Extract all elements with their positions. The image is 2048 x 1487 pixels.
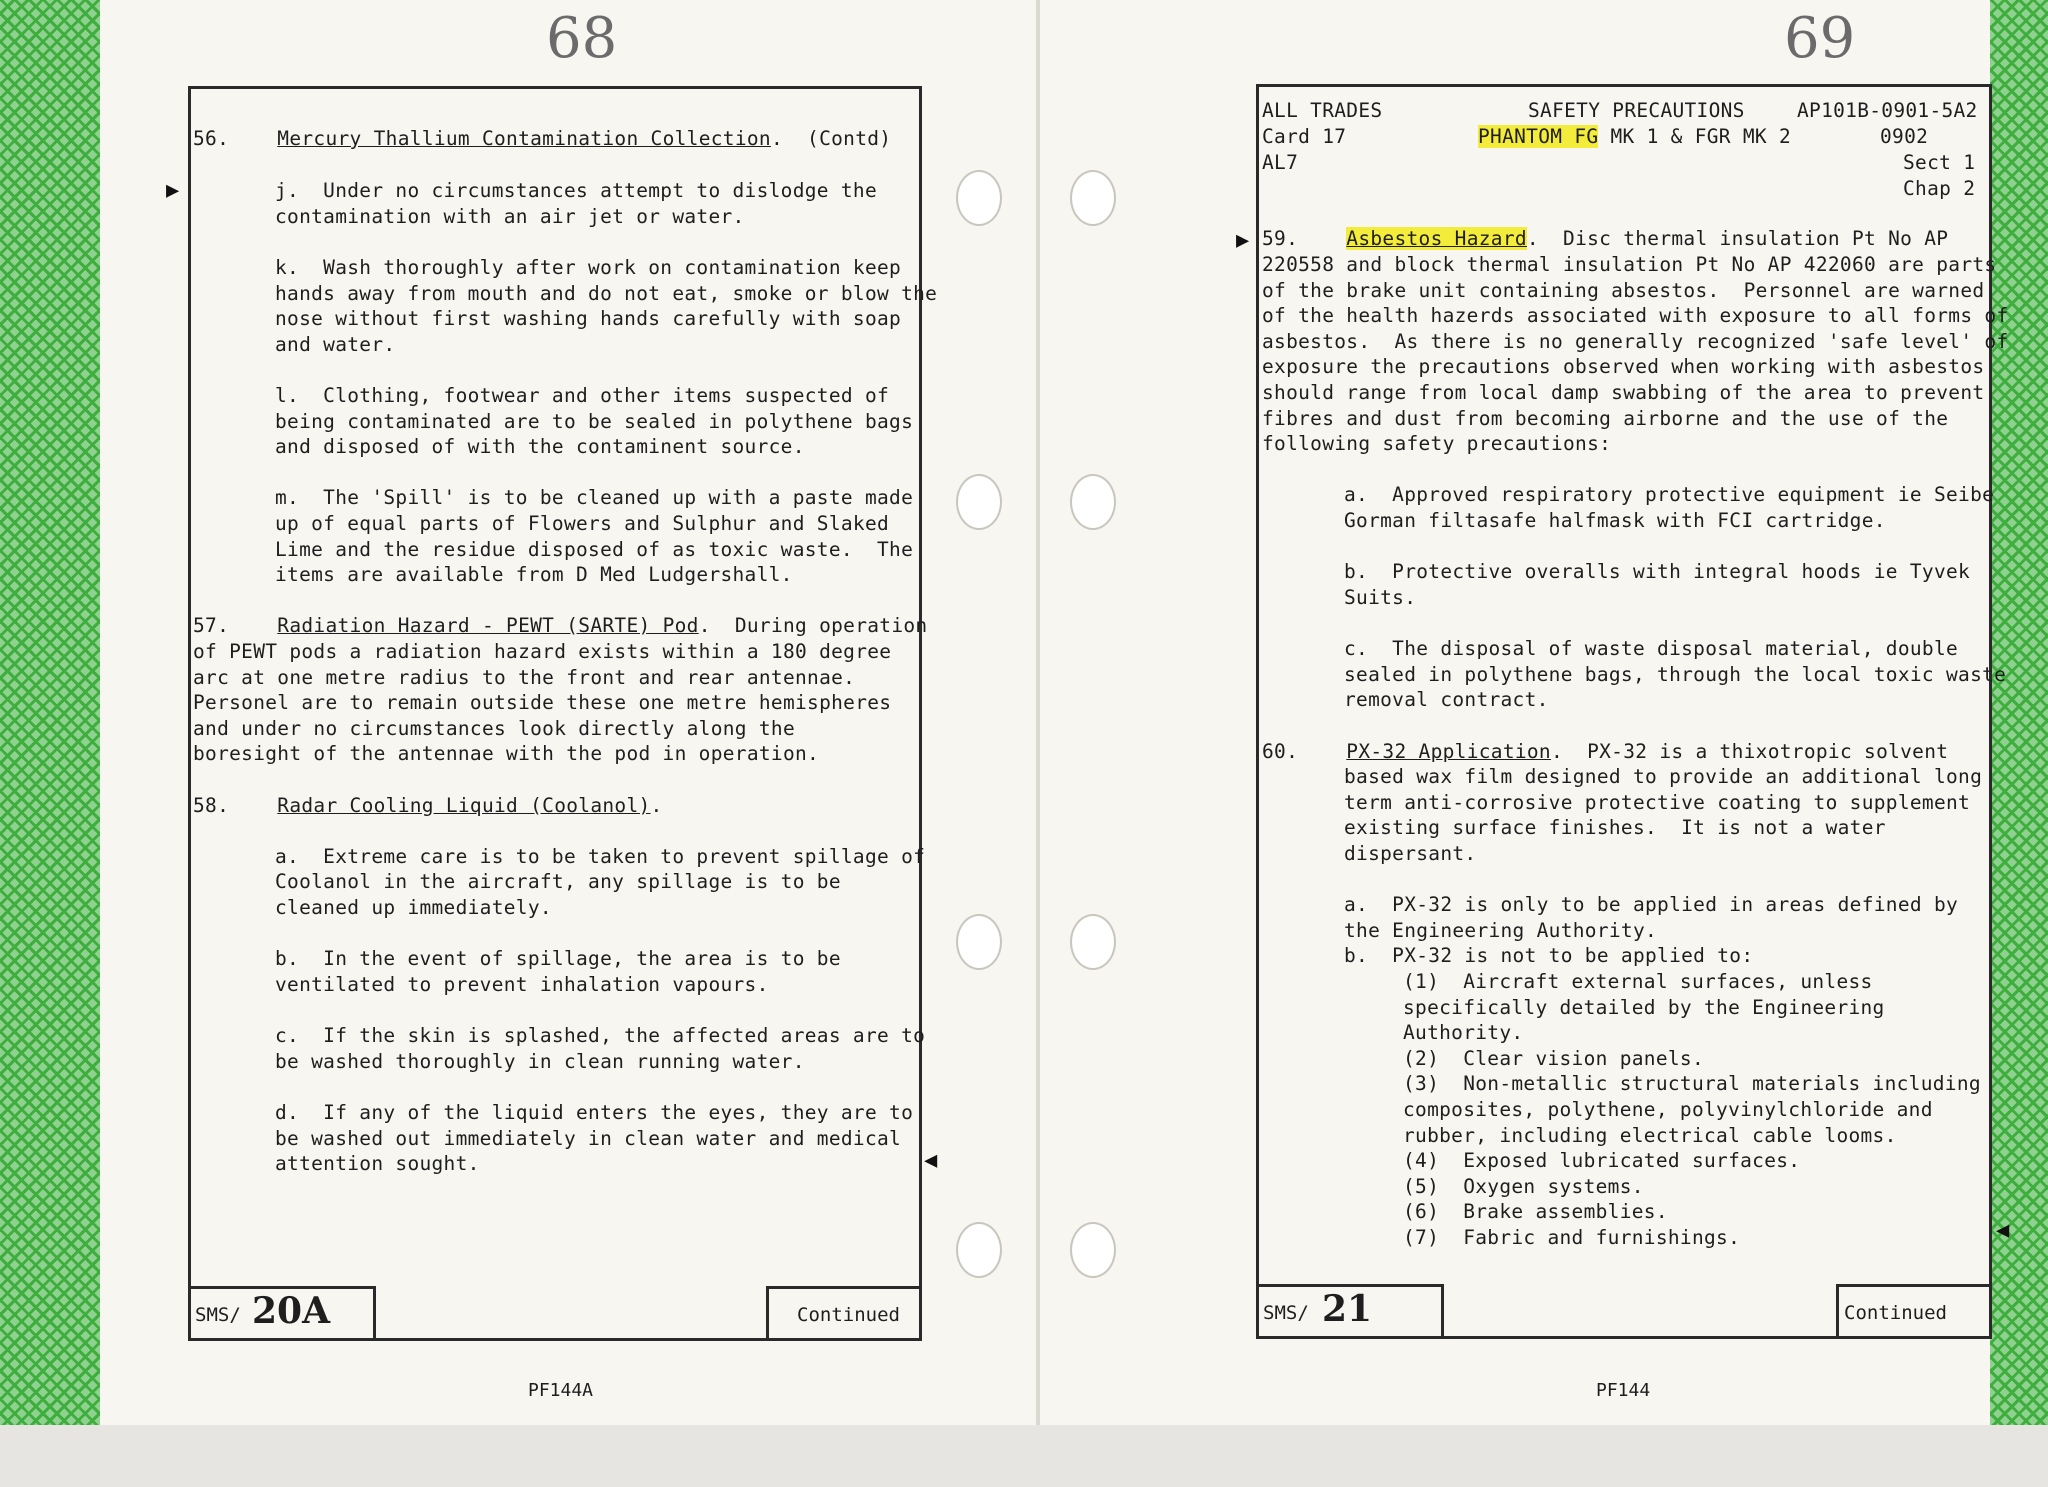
header-chapter: Chap 2 [1903, 177, 1976, 200]
sms-handwritten-number: 20A [252, 1290, 331, 1332]
text-line: Gorman filtasafe halfmask with FCI cartridge. [1344, 509, 1886, 532]
text-line: b. Protective overalls with integral hoods ie Tyvek [1344, 560, 1971, 583]
scan-bottom-band [0, 1425, 2048, 1487]
text-line: contamination with an air jet or water. [275, 205, 745, 228]
text-line: asbestos. As there is no generally recognized 'safe level' of [1262, 330, 2009, 353]
text-line: b. In the event of spillage, the area is to be [275, 947, 841, 970]
text-line: fibres and dust from becoming airborne and the use of the [1262, 407, 1949, 430]
change-marker-left-arrow-icon: ◀ [924, 1148, 938, 1173]
text-line: and under no circumstances look directly along the [193, 717, 795, 740]
text-line: dispersant. [1344, 842, 1477, 865]
text-line: 220558 and block thermal insulation Pt No AP 422060 are parts [1262, 253, 1997, 276]
para-59-heading: 59. Asbestos Hazard. Disc thermal insulation Pt No AP [1262, 227, 1949, 250]
text-line: b. PX-32 is not to be applied to: [1344, 944, 1754, 967]
punch-hole [956, 1222, 1002, 1278]
form-number: PF144A [528, 1380, 594, 1401]
text-line: removal contract. [1344, 688, 1549, 711]
text-line: d. If any of the liquid enters the eyes, they are to [275, 1101, 914, 1124]
text-line: up of equal parts of Flowers and Sulphur and Slaked [275, 512, 890, 535]
text-line: a. Approved respiratory protective equipment ie Seibe [1344, 483, 1995, 506]
handwritten-page-number-right: 69 [1784, 6, 1856, 71]
text-line: existing surface finishes. It is not a water [1344, 816, 1886, 839]
text-line: Personel are to remain outside these one metre hemispheres [193, 691, 892, 714]
text-line: arc at one metre radius to the front and rear antennae. [193, 666, 856, 689]
text-line: (1) Aircraft external surfaces, unless [1403, 970, 1873, 993]
punch-hole [1070, 170, 1116, 226]
text-line: composites, polythene, polyvinylchloride and [1403, 1098, 1933, 1121]
text-line: exposure the precautions observed when working with asbestos [1262, 355, 1985, 378]
para-60-heading: 60. PX-32 Application. PX-32 is a thixotropic solvent [1262, 740, 1949, 763]
text-line: attention sought. [275, 1152, 480, 1175]
para-57-heading: 57. Radiation Hazard - PEWT (SARTE) Pod. During operation [193, 614, 928, 637]
punch-hole [1070, 914, 1116, 970]
text-line: be washed thoroughly in clean running water. [275, 1050, 805, 1073]
text-line: a. PX-32 is only to be applied in areas defined by [1344, 893, 1959, 916]
text-line: being contaminated are to be sealed in polythene bags [275, 410, 914, 433]
text-line: Authority. [1403, 1021, 1524, 1044]
sms-prefix: SMS/ [1263, 1302, 1309, 1324]
punch-hole [956, 914, 1002, 970]
text-line: Coolanol in the aircraft, any spillage is to be [275, 870, 841, 893]
change-marker-right-arrow-icon: ▶ [166, 178, 180, 203]
text-line: term anti-corrosive protective coating to supplement [1344, 791, 1971, 814]
continued-label: Continued [1844, 1302, 1947, 1324]
text-line: boresight of the antennae with the pod in operation. [193, 742, 820, 765]
text-line: (6) Brake assemblies. [1403, 1200, 1668, 1223]
text-line: (3) Non-metallic structural materials including [1403, 1072, 1981, 1095]
text-line: l. Clothing, footwear and other items suspected of [275, 384, 890, 407]
text-line: should range from local damp swabbing of the area to prevent [1262, 381, 1985, 404]
header-amendment: AL7 [1262, 151, 1299, 174]
text-line: (5) Oxygen systems. [1403, 1175, 1644, 1198]
sms-handwritten-number: 21 [1322, 1288, 1373, 1330]
binder-strip-right [1990, 0, 2048, 1425]
para-58-heading: 58. Radar Cooling Liquid (Coolanol). [193, 794, 663, 817]
text-line: following safety precautions: [1262, 432, 1612, 455]
text-line: (4) Exposed lubricated surfaces. [1403, 1149, 1801, 1172]
text-line: a. Extreme care is to be taken to prevent spillage of [275, 845, 926, 868]
text-line: j. Under no circumstances attempt to dislodge the [275, 179, 877, 202]
text-line: hands away from mouth and do not eat, smoke or blow the [275, 282, 938, 305]
text-line: and disposed of with the contaminent source. [275, 435, 805, 458]
header-publication-ref: AP101B-0901-5A2 [1797, 99, 1978, 122]
header-trade: ALL TRADES [1262, 99, 1383, 122]
text-line: (2) Clear vision panels. [1403, 1047, 1704, 1070]
header-section: Sect 1 [1903, 151, 1976, 174]
header-aircraft: PHANTOM FG MK 1 & FGR MK 2 [1478, 125, 1792, 148]
text-line: Suits. [1344, 586, 1417, 609]
header-card-code: 0902 [1880, 125, 1929, 148]
punch-hole [1070, 474, 1116, 530]
continued-label: Continued [797, 1304, 900, 1326]
text-line: ventilated to prevent inhalation vapours. [275, 973, 769, 996]
binder-strip-left [0, 0, 100, 1425]
punch-hole [956, 474, 1002, 530]
text-line: items are available from D Med Ludgershall. [275, 563, 793, 586]
text-line: c. The disposal of waste disposal material, double [1344, 637, 1959, 660]
text-line: k. Wash thoroughly after work on contamination keep [275, 256, 902, 279]
highlight-mark: PHANTOM FG [1478, 125, 1599, 148]
text-line: of the brake unit containing absestos. Personnel are warned [1262, 279, 1985, 302]
text-line: rubber, including electrical cable looms. [1403, 1124, 1897, 1147]
text-line: c. If the skin is splashed, the affected areas are to [275, 1024, 926, 1047]
punch-hole [1070, 1222, 1116, 1278]
text-line: (7) Fabric and furnishings. [1403, 1226, 1741, 1249]
text-line: the Engineering Authority. [1344, 919, 1658, 942]
handwritten-page-number-left: 68 [546, 6, 618, 71]
change-marker-right-arrow-icon: ▶ [1236, 228, 1250, 253]
text-line: Lime and the residue disposed of as toxic waste. The [275, 538, 914, 561]
sms-prefix: SMS/ [195, 1304, 241, 1326]
punch-hole [956, 170, 1002, 226]
text-line: and water. [275, 333, 396, 356]
header-title: SAFETY PRECAUTIONS [1528, 99, 1745, 122]
text-line: be washed out immediately in clean water and medical [275, 1127, 902, 1150]
text-line: nose without first washing hands carefully with soap [275, 307, 902, 330]
text-line: cleaned up immediately. [275, 896, 552, 919]
form-number: PF144 [1596, 1380, 1651, 1401]
text-line: of PEWT pods a radiation hazard exists within a 180 degree [193, 640, 892, 663]
change-marker-left-arrow-icon: ◀ [1996, 1218, 2010, 1243]
text-line: m. The 'Spill' is to be cleaned up with a paste made [275, 486, 914, 509]
text-line: of the health hazerds associated with exposure to all forms of [1262, 304, 2009, 327]
para-56-heading: 56. Mercury Thallium Contamination Collection. (Contd) [193, 127, 892, 150]
header-card: Card 17 [1262, 125, 1347, 148]
text-line: specifically detailed by the Engineering [1403, 996, 1885, 1019]
text-line: based wax film designed to provide an additional long [1344, 765, 1983, 788]
text-line: sealed in polythene bags, through the local toxic waste [1344, 663, 2007, 686]
